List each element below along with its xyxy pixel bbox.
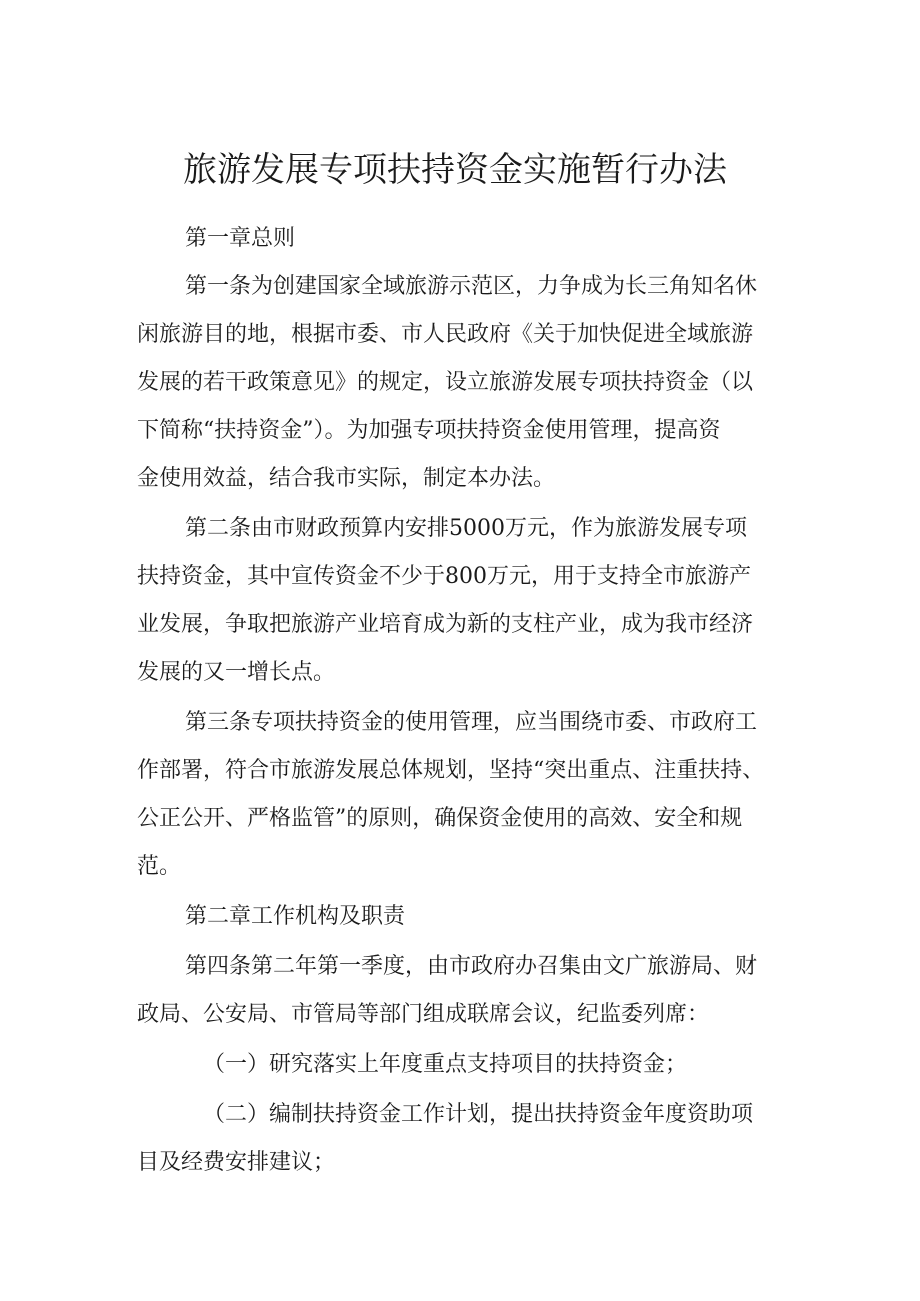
article-4-line-2: 政局、公安局、市管局等部门组成联席会议，纪监委列席： — [137, 1002, 710, 1027]
article-2-line-3: 业发展，争取把旅游产业培育成为新的支柱产业，成为我市经济 — [137, 612, 754, 637]
list-item-1: （一）研究落实上年度重点支持项目的扶持资金； — [203, 1052, 688, 1077]
article-2-line-2: 扶持资金，其中宣传资金不少于800万元，用于支持全市旅游产 — [137, 564, 751, 589]
article-1-line-5: 金使用效益，结合我市实际，制定本办法。 — [137, 466, 556, 491]
document-title: 旅游发展专项扶持资金实施暂行办法 — [183, 150, 727, 190]
article-1-line-3: 发展的若干政策意见》的规定，设立旅游发展专项扶持资金（以 — [137, 370, 754, 395]
article-3-line-3: 公正公开、严格监管”的原则，确保资金使用的高效、安全和规 — [137, 806, 743, 831]
article-1-line-1: 第一条为创建国家全域旅游示范区，力争成为长三角知名休 — [185, 274, 758, 299]
article-3-line-2: 作部署，符合市旅游发展总体规划，坚持“突出重点、注重扶持、 — [137, 758, 765, 783]
article-2-line-4: 发展的又一增长点。 — [137, 660, 336, 685]
chapter-heading-1: 第一章总则 — [185, 226, 296, 251]
list-item-2-line-1: （二）编制扶持资金工作计划，提出扶持资金年度资助项 — [203, 1102, 754, 1127]
article-3-line-1: 第三条专项扶持资金的使用管理，应当围绕市委、市政府工 — [185, 710, 758, 735]
article-3-line-4: 范。 — [137, 854, 182, 879]
article-2-line-1: 第二条由市财政预算内安排5000万元，作为旅游发展专项 — [185, 516, 747, 541]
chapter-heading-2: 第二章工作机构及职责 — [185, 904, 406, 929]
article-4-line-1: 第四条第二年第一季度，由市政府办召集由文广旅游局、财 — [185, 954, 758, 979]
article-1-line-4: 下简称“扶持资金”）。为加强专项扶持资金使用管理，提高资 — [137, 418, 721, 443]
article-1-line-2: 闲旅游目的地，根据市委、市人民政府《关于加快促进全域旅游 — [137, 322, 754, 347]
list-item-2-line-2: 目及经费安排建议； — [137, 1150, 336, 1175]
